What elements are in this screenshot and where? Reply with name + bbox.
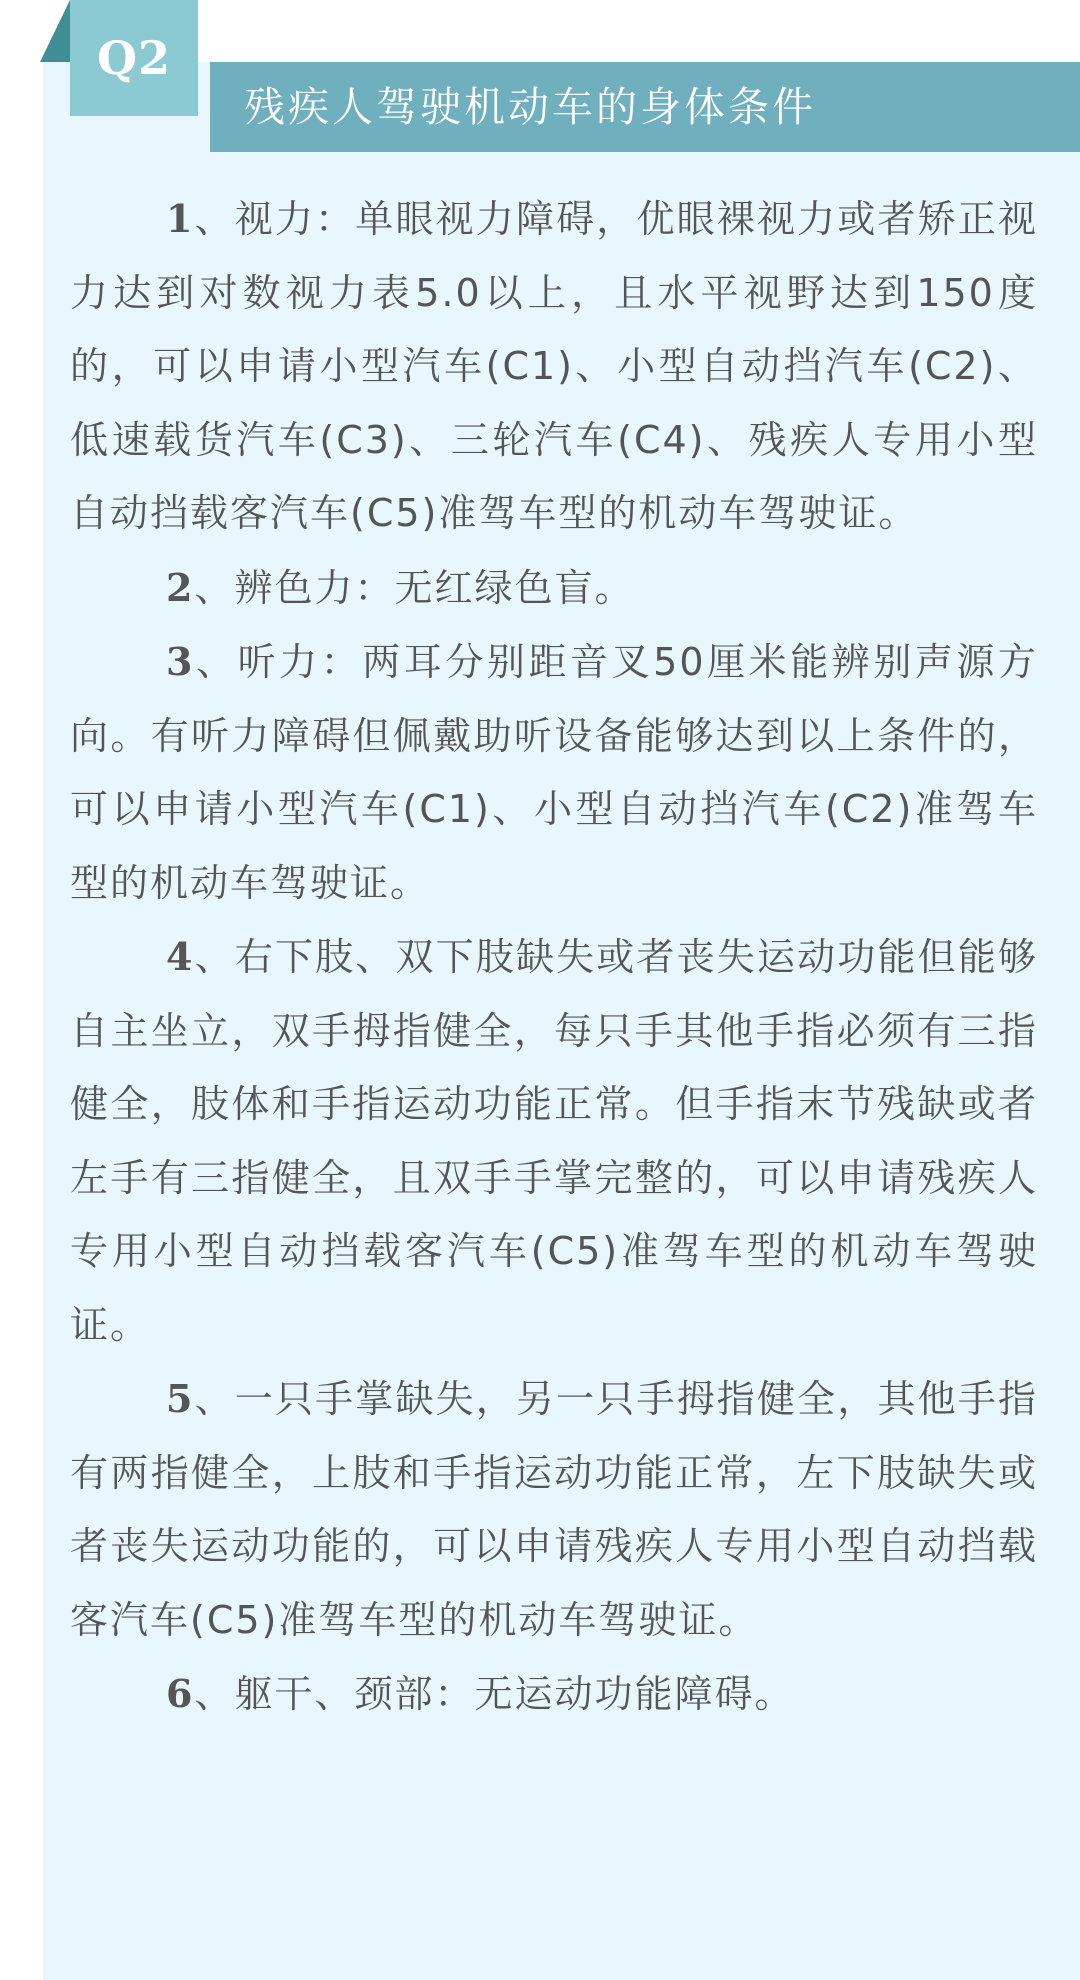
- item-text: 、右下肢、双下肢缺失或者丧失运动功能但能够自主坐立，双手拇指健全，每只手其他手指必须有三指健全，肢体和手指运动功能正常。但手指末节残缺或者左手有三指健全，且双手手掌完整的，可以申请残疾人专用小型自动挡载客汽车(C5)准驾车型的机动车驾驶证。: [70, 935, 1038, 1347]
- item-number: 6: [166, 1671, 195, 1716]
- item-text: 、辨色力：无红绿色盲。: [194, 565, 635, 610]
- item-text: 、一只手掌缺失，另一只手拇指健全，其他手指有两指健全，上肢和手指运动功能正常，左下肢缺失或者丧失运动功能的，可以申请残疾人专用小型自动挡载客汽车(C5)准驾车型的机动车驾驶证。: [70, 1377, 1038, 1642]
- condition-item-3: [70, 625, 1038, 920]
- question-badge: Q2: [70, 0, 198, 116]
- item-number: 3: [166, 639, 195, 684]
- item-number: 1: [166, 196, 195, 241]
- item-text: 、视力：单眼视力障碍，优眼裸视力或者矫正视力达到对数视力表5.0以上，且水平视野达到150度的，可以申请小型汽车(C1)、小型自动挡汽车(C2)、低速载货汽车(C3)、三轮汽车(C4)、残疾人专用小型自动挡载客汽车(C5)准驾车型的机动车驾驶证。: [70, 197, 1038, 535]
- condition-item-1: [70, 182, 1038, 551]
- condition-item-2: [70, 551, 1038, 626]
- item-number: 2: [166, 564, 195, 610]
- item-number: 5: [166, 1376, 195, 1421]
- item-number: 4: [166, 934, 195, 979]
- condition-item-4: [70, 920, 1038, 1362]
- item-text: 、躯干、颈部：无运动功能障碍。: [194, 1672, 795, 1716]
- condition-item-6: [70, 1657, 1038, 1732]
- ribbon-fold: [40, 0, 70, 62]
- section-title: 残疾人驾驶机动车的身体条件: [210, 62, 1080, 152]
- conditions-list: [70, 182, 1038, 1732]
- condition-item-5: [70, 1362, 1038, 1657]
- item-text: 、听力：两耳分别距音叉50厘米能辨别声源方向。有听力障碍但佩戴助听设备能够达到以上条件的，可以申请小型汽车(C1)、小型自动挡汽车(C2)准驾车型的机动车驾驶证。: [70, 640, 1038, 905]
